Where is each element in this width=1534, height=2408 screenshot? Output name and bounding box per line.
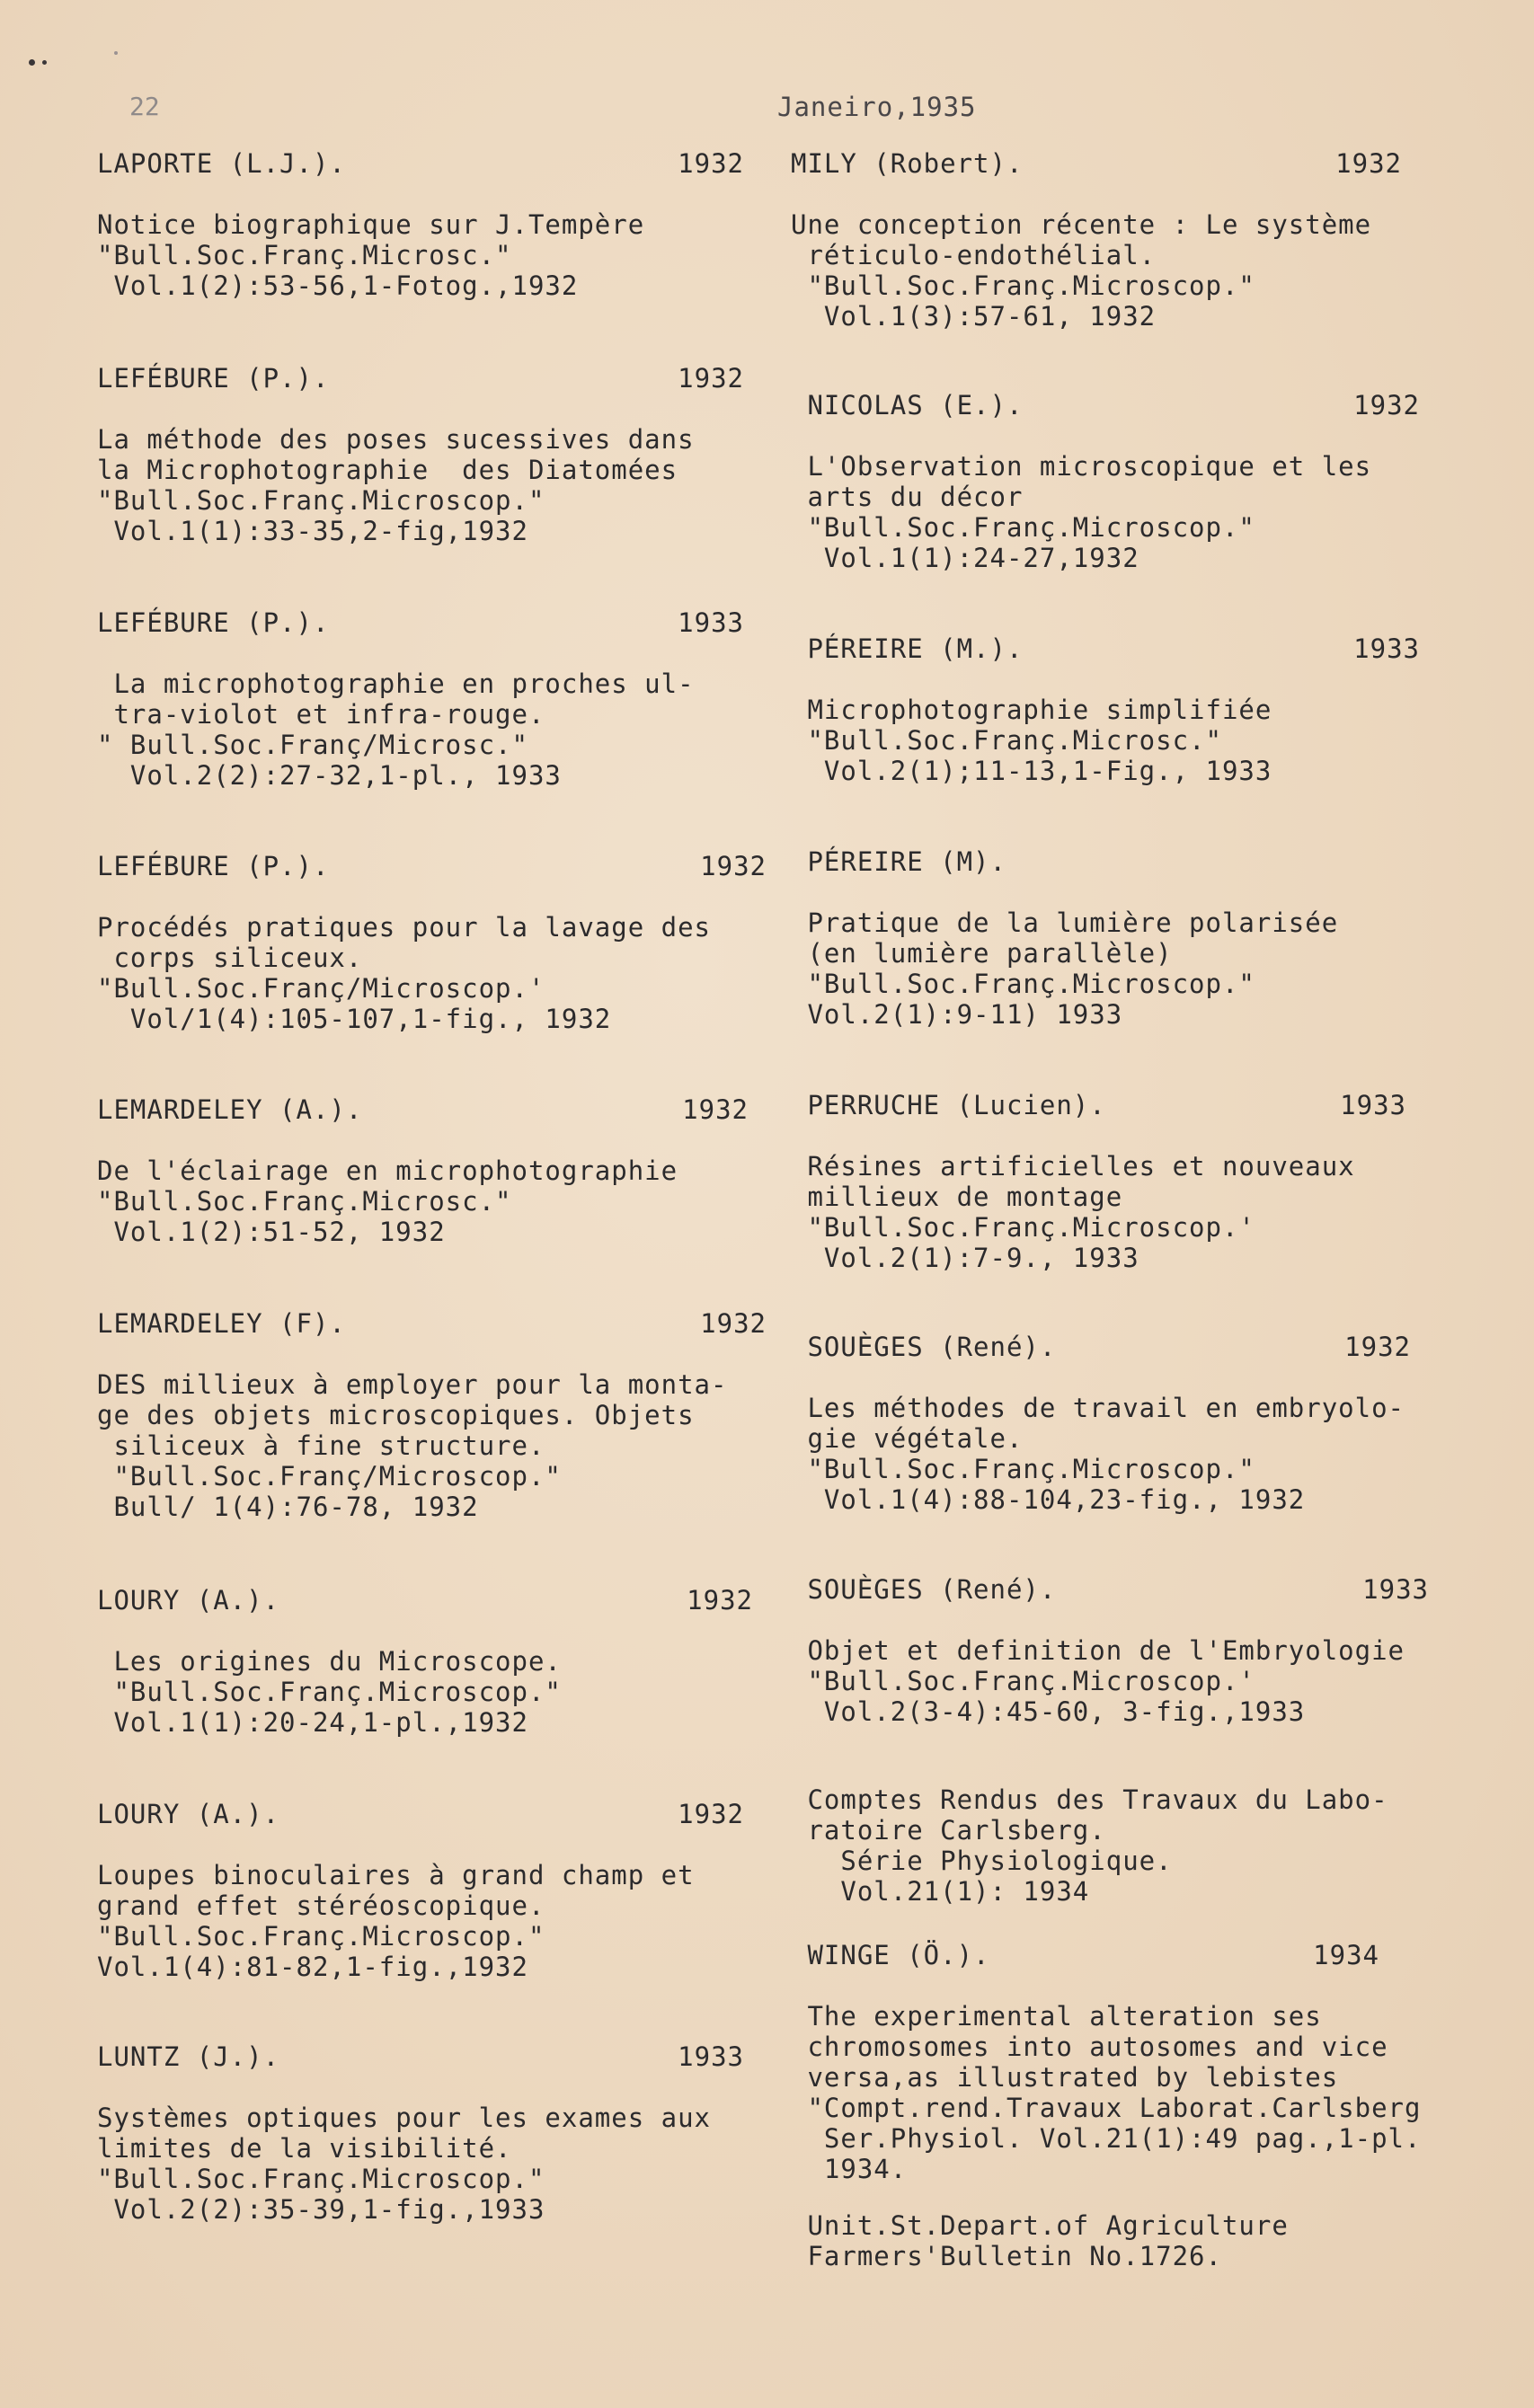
- entry-year: 1932: [678, 148, 744, 179]
- entry-citation: Les origines du Microscope. "Bull.Soc.Franç.Microscop." Vol.1(1):20-24,1-pl.,1932: [97, 1646, 562, 1738]
- entry-year: 1933: [1362, 1574, 1429, 1605]
- entry-author: SOUÈGES (René).: [791, 1574, 1057, 1605]
- entry-author: LOURY (A.).: [97, 1799, 280, 1829]
- entry-author: LEFÉBURE (P.).: [97, 607, 330, 638]
- entry-author: LEMARDELEY (F).: [97, 1308, 346, 1339]
- bibliography-entry: [791, 2210, 1420, 2271]
- bibliography-entry: [791, 148, 1402, 332]
- entry-citation: Pratique de la lumière polarisée (en lumière parallèle) "Bull.Soc.Franç.Microscop." Vol.2(1):9-11) 1933: [791, 907, 1339, 1030]
- bibliography-entry: [97, 1094, 749, 1247]
- bibliography-entry: [791, 1940, 1438, 2184]
- entry-citation: Résines artificielles et nouveaux millieux de montage "Bull.Soc.Franç.Microscop.' Vol.2(1):7-9., 1933: [791, 1151, 1355, 1273]
- bibliography-entry: [791, 390, 1420, 573]
- entry-year: 1933: [1353, 633, 1420, 664]
- entry-author: LOURY (A.).: [97, 1585, 280, 1616]
- speck: [42, 60, 47, 65]
- entry-year: 1933: [678, 2041, 744, 2072]
- bibliography-entry: [791, 1332, 1411, 1515]
- entry-year: 1932: [678, 1799, 744, 1829]
- entry-citation: Unit.St.Depart.of Agriculture Farmers'Bulletin No.1726.: [791, 2210, 1289, 2271]
- bibliography-entry: [97, 1585, 753, 1738]
- entry-author: WINGE (Ö.).: [791, 1940, 990, 1970]
- entry-citation: L'Observation microscopique et les arts du décor "Bull.Soc.Franç.Microscop." Vol.1(1):24-27,1932: [791, 451, 1372, 573]
- entry-citation: Notice biographique sur J.Tempère "Bull.Soc.Franç.Microsc." Vol.1(2):53-56,1-Fotog.,1932: [97, 209, 645, 301]
- bibliography-entry: [97, 148, 744, 301]
- bibliography-entry: [97, 1799, 744, 1982]
- bibliography-entry: [791, 846, 1420, 1030]
- page-header: Janeiro,1935: [777, 92, 977, 122]
- entry-citation: Microphotographie simplifiée "Bull.Soc.Franç.Microsc." Vol.2(1);11-13,1-Fig., 1933: [791, 695, 1272, 786]
- entry-year: 1934: [1313, 1940, 1379, 1970]
- entry-citation: De l'éclairage en microphotographie "Bull.Soc.Franç.Microsc." Vol.1(2):51-52, 1932: [97, 1155, 678, 1247]
- entry-author: NICOLAS (E.).: [791, 390, 1024, 421]
- entry-citation: Objet et definition de l'Embryologie "Bull.Soc.Franç.Microscop.' Vol.2(3-4):45-60, 3-fig.,1933: [791, 1635, 1405, 1727]
- entry-year: 1932: [682, 1094, 749, 1125]
- entry-citation: Systèmes optiques pour les exames aux limites de la visibilité. "Bull.Soc.Franç.Microscop." Vol.2(2):35-39,1-fig.,1933: [97, 2103, 712, 2225]
- entry-citation: La méthode des poses sucessives dans la Microphotographie des Diatomées "Bull.Soc.Franç.Microscop." Vol.1(1):33-35,2-fig,1932: [97, 424, 695, 546]
- entry-year: 1933: [678, 607, 744, 638]
- entry-year: 1932: [687, 1585, 753, 1616]
- entry-citation: Une conception récente : Le système réticulo-endothélial. "Bull.Soc.Franç.Microscop." Vol.1(3):57-61, 1932: [791, 209, 1372, 332]
- entry-citation: The experimental alteration ses chromosomes into autosomes and vice versa,as illustrated by lebistes "Compt.rend.Travaux Laborat.Carlsberg Ser.Physiol. Vol.21(1):49 pag.,1-pl. 1934.: [791, 2001, 1422, 2184]
- entry-citation: La microphotographie en proches ul- tra-violot et infra-rouge. " Bull.Soc.Franç/Microsc." Vol.2(2):27-32,1-pl., 1933: [97, 668, 695, 791]
- entry-citation: DES millieux à employer pour la monta- ge des objets microscopiques. Objets siliceux à fine structure. "Bull.Soc.Franç/Microscop." Bull/ 1(4):76-78, 1932: [97, 1369, 728, 1522]
- entry-citation: Les méthodes de travail en embryolo- gie végétale. "Bull.Soc.Franç.Microscop." Vol.1(4):88-104,23-fig., 1932: [791, 1393, 1405, 1515]
- entry-author: SOUÈGES (René).: [791, 1332, 1057, 1362]
- entry-author: LEMARDELEY (A.).: [97, 1094, 363, 1125]
- bibliography-entry: [791, 633, 1420, 786]
- entry-year: 1932: [678, 363, 744, 394]
- entry-author: MILY (Robert).: [791, 148, 1024, 179]
- entry-citation: Comptes Rendus des Travaux du Labo- ratoire Carlsberg. Série Physiologique. Vol.21(1): 1934: [791, 1784, 1388, 1907]
- entry-year: 1932: [1353, 390, 1420, 421]
- entry-year: 1932: [700, 1308, 767, 1339]
- entry-year: 1933: [1340, 1090, 1406, 1120]
- entry-year: 1932: [700, 851, 767, 881]
- entry-author: PÉREIRE (M).: [791, 846, 1006, 877]
- entry-year: 1932: [1344, 1332, 1411, 1362]
- entry-author: PERRUCHE (Lucien).: [791, 1090, 1106, 1120]
- speck: [114, 51, 118, 55]
- entry-author: LEFÉBURE (P.).: [97, 363, 330, 394]
- entry-year: 1932: [1335, 148, 1402, 179]
- speck: [29, 59, 35, 66]
- bibliography-entry: [97, 1308, 767, 1522]
- entry-author: LEFÉBURE (P.).: [97, 851, 330, 881]
- bibliography-entry: [97, 607, 744, 791]
- bibliography-entry: [97, 363, 744, 546]
- bibliography-entry: [791, 1784, 1420, 1907]
- entry-citation: Loupes binoculaires à grand champ et grand effet stéréoscopique. "Bull.Soc.Franç.Microscop." Vol.1(4):81-82,1-fig.,1932: [97, 1860, 695, 1982]
- entry-citation: Procédés pratiques pour la lavage des corps siliceux. "Bull.Soc.Franç/Microscop.' Vol/1(4):105-107,1-fig., 1932: [97, 912, 712, 1034]
- page-number: 22: [129, 92, 160, 121]
- bibliography-entry: [791, 1574, 1429, 1727]
- bibliography-entry: [97, 2041, 744, 2225]
- entry-author: LAPORTE (L.J.).: [97, 148, 346, 179]
- bibliography-entry: [97, 851, 767, 1034]
- entry-author: PÉREIRE (M.).: [791, 633, 1024, 664]
- entry-author: LUNTZ (J.).: [97, 2041, 280, 2072]
- bibliography-entry: [791, 1090, 1406, 1273]
